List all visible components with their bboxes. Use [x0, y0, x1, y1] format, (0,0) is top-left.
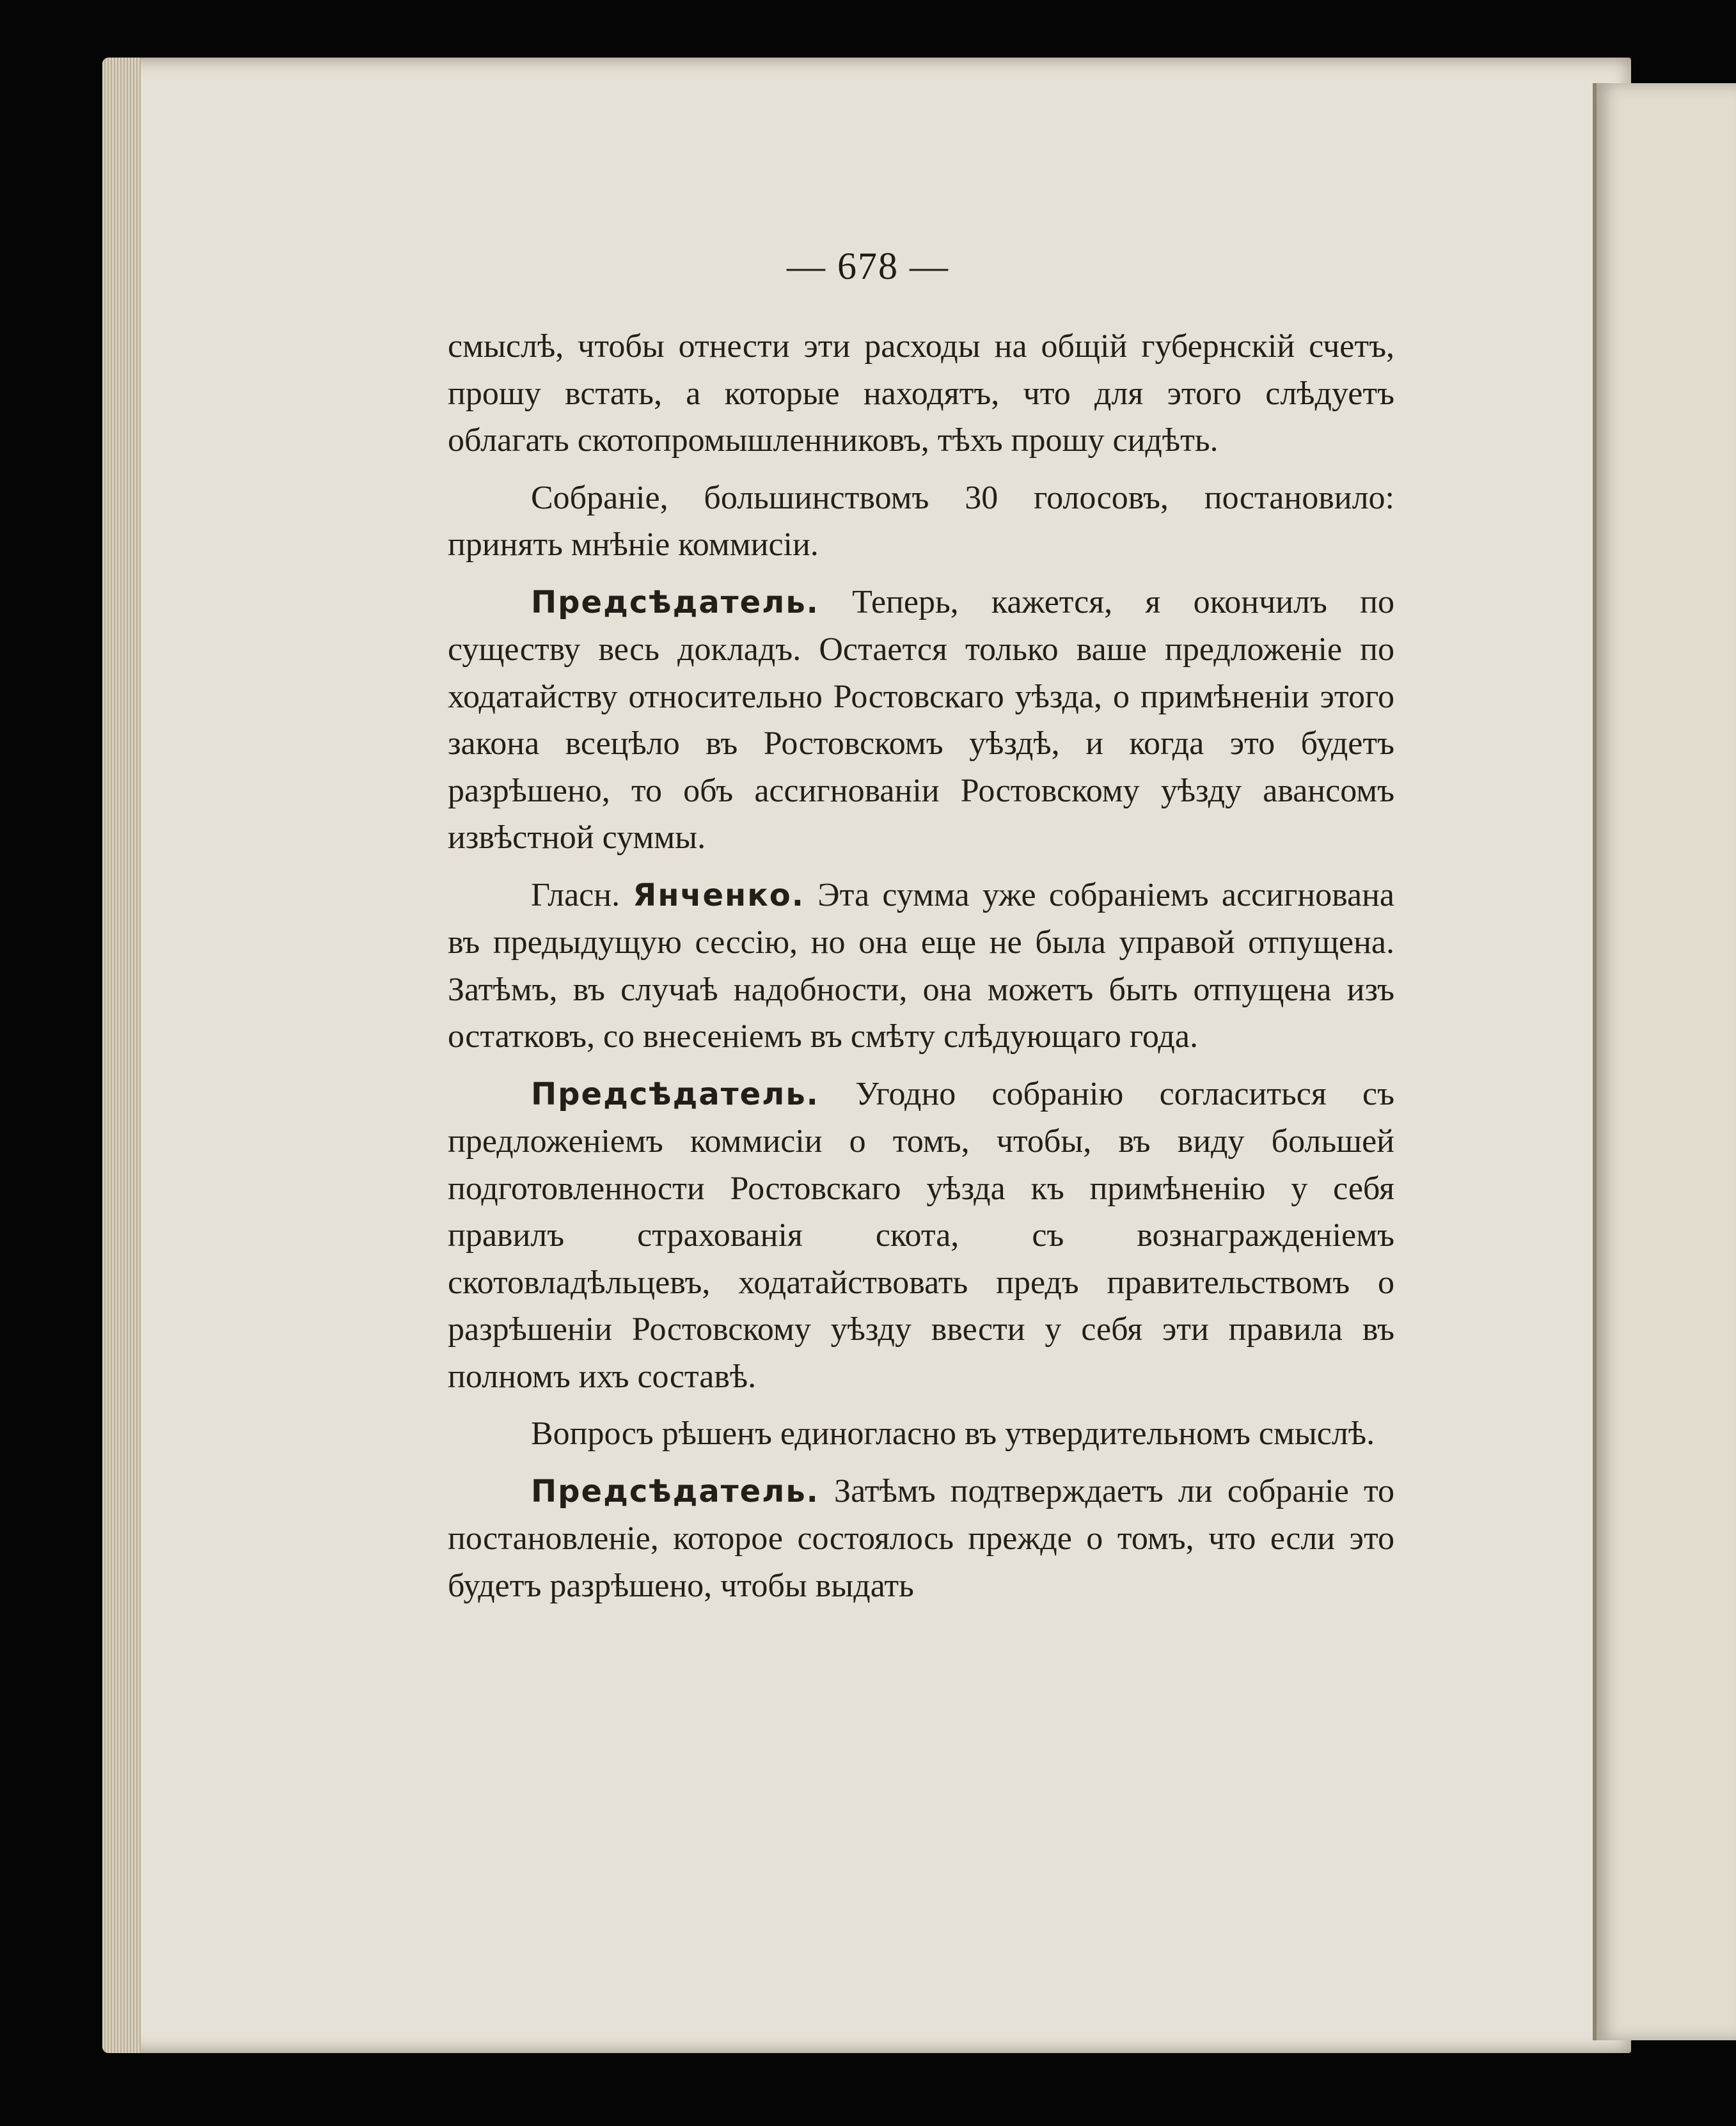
- page-number: — 678 —: [787, 245, 949, 287]
- paragraph-7: [448, 1468, 1394, 1610]
- page-edges: [102, 58, 141, 2053]
- paragraph-6: [448, 1410, 1394, 1458]
- paragraph-3: [448, 579, 1394, 862]
- speaker-prefix: Гласн.: [531, 876, 633, 913]
- body-text: [448, 323, 1394, 1619]
- speaker-name: Предсѣдатель.: [531, 584, 819, 620]
- paragraph-1: [448, 323, 1394, 464]
- paragraph-text: Теперь, кажется, я окончилъ по существу весь докладъ. Остается только ваше предложеніе по ходатайству относительно Ростовскаго уѣзда, о примѣненіи этого закона всецѣло въ Ростовскомъ уѣздѣ, и когда это будетъ разрѣшено, то объ ассигнованіи Ростовскому уѣзду авансомъ извѣстной суммы.: [448, 583, 1394, 856]
- speaker-name: Предсѣдатель.: [531, 1076, 819, 1112]
- speaker-name: Янченко.: [633, 877, 805, 913]
- paragraph-4: [448, 872, 1394, 1060]
- paragraph-5: [448, 1071, 1394, 1401]
- paragraph-2: [448, 475, 1394, 569]
- speaker-name: Предсѣдатель.: [531, 1473, 819, 1509]
- paragraph-text: Эта сумма уже собраніемъ ассигнована въ предыдущую сессію, но она еще не была управой отпущена. Затѣмъ, въ случаѣ надобности, она можетъ быть отпущена изъ остатковъ, со внесеніемъ въ смѣту слѣдующаго года.: [448, 876, 1395, 1055]
- paragraph-text: Угодно собранію согласиться съ предложеніемъ коммисіи о томъ, чтобы, въ виду большей подготовленности Ростовскаго уѣзда къ примѣненію у себя правилъ страхованія скота, съ вознагражденіемъ скотовладѣльцевъ, ходатайствовать предъ правительствомъ о разрѣшеніи Ростовскому уѣзду ввести у себя эти правила въ полномъ ихъ составѣ.: [448, 1075, 1394, 1395]
- paragraph-text: Затѣмъ подтверждаетъ ли собраніе то постановленіе, которое состоялось прежде о томъ, что если это будетъ разрѣшено, чтобы выдать: [448, 1472, 1394, 1604]
- paragraph-text: Вопросъ рѣшенъ единогласно въ утвердительномъ смыслѣ.: [531, 1415, 1375, 1452]
- paragraph-text: смыслѣ, чтобы отнести эти расходы на общій губернскій счетъ, прошу встать, а которые находятъ, что для этого слѣдуетъ облагать скотопромышленниковъ, тѣхъ прошу сидѣть.: [448, 328, 1394, 459]
- paragraph-text: Собраніе, большинствомъ 30 голосовъ, постановило: принять мнѣніе коммисіи.: [448, 479, 1394, 563]
- facing-page-edge: [1593, 83, 1736, 2040]
